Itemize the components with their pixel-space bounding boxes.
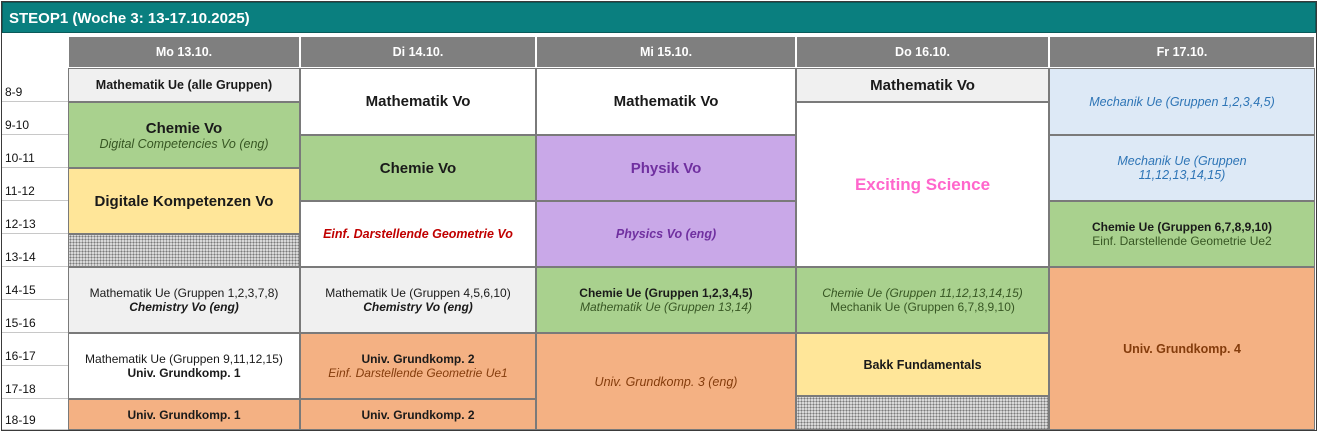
course-block — [300, 135, 536, 201]
course-title: Chemie Vo — [379, 159, 457, 177]
course-title: Chemie Ue (Gruppen 6,7,8,9,10) — [1091, 220, 1273, 234]
course-title: Mathematik Vo — [613, 93, 719, 110]
day-header-mon: Mo 13.10. — [68, 36, 300, 68]
course-block — [536, 333, 796, 430]
time-label: 11-12 — [2, 168, 68, 201]
course-subtitle: Einf. Darstellende Geometrie Ue2 — [1092, 234, 1272, 248]
course-block — [1049, 201, 1315, 267]
course-title: Mechanik Ue (Gruppen — [1117, 154, 1247, 168]
course-title: Bakk Fundamentals — [863, 357, 982, 372]
time-label: 12-13 — [2, 201, 68, 234]
course-block — [68, 168, 300, 234]
course-block — [68, 102, 300, 168]
course-title: Chemie Vo — [145, 119, 223, 137]
time-label: 16-17 — [2, 333, 68, 366]
time-label: 8-9 — [2, 68, 68, 102]
course-subtitle: Mechanik Ue (Gruppen 6,7,8,9,10) — [830, 300, 1015, 314]
course-block — [300, 267, 536, 333]
course-title: Exciting Science — [854, 174, 991, 194]
day-header-fri: Fr 17.10. — [1049, 36, 1315, 68]
day-header-tue: Di 14.10. — [300, 36, 536, 68]
course-subtitle: Mathematik Ue (Gruppen 13,14) — [579, 300, 753, 314]
course-block — [300, 68, 536, 135]
time-label: 10-11 — [2, 135, 68, 168]
course-title: Univ. Grundkomp. 4 — [1123, 341, 1241, 356]
course-title: Digitale Kompetenzen Vo — [94, 192, 274, 210]
empty-slot — [796, 396, 1049, 430]
time-label: 13-14 — [2, 234, 68, 267]
course-block — [796, 68, 1049, 102]
course-title: Univ. Grundkomp. 2 — [361, 352, 475, 366]
course-block — [300, 399, 536, 430]
course-title: Mathematik Ue (Gruppen 1,2,3,7,8) — [89, 286, 279, 300]
course-title: Mathematik Ue (alle Gruppen) — [95, 78, 273, 92]
time-label: 17-18 — [2, 366, 68, 399]
course-title: Physik Vo — [630, 159, 702, 177]
course-block — [536, 68, 796, 135]
course-title: Mechanik Ue (Gruppen 1,2,3,4,5) — [1089, 94, 1275, 109]
course-block — [1049, 135, 1315, 201]
course-title: Mathematik Ue (Gruppen 9,11,12,15) — [85, 352, 283, 366]
course-title: Univ. Grundkomp. 2 — [361, 407, 475, 422]
course-subtitle: Univ. Grundkomp. 1 — [127, 366, 241, 380]
course-title: Mathematik Vo — [870, 76, 975, 94]
course-block — [300, 333, 536, 399]
day-header-wed: Mi 15.10. — [536, 36, 796, 68]
course-block — [68, 267, 300, 333]
course-title: Chemie Ue (Gruppen 11,12,13,14,15) — [822, 286, 1023, 300]
time-label: 9-10 — [2, 102, 68, 135]
schedule-title: STEOP1 (Woche 3: 13-17.10.2025) — [2, 2, 1316, 33]
course-subtitle: 11,12,13,14,15) — [1138, 168, 1226, 182]
course-subtitle: Chemistry Vo (eng) — [363, 300, 473, 314]
course-block — [1049, 68, 1315, 135]
course-block — [536, 201, 796, 267]
course-subtitle: Einf. Darstellende Geometrie Ue1 — [328, 366, 508, 380]
course-block — [68, 399, 300, 430]
time-label: 14-15 — [2, 267, 68, 300]
course-block — [796, 102, 1049, 267]
course-title: Mathematik Ue (Gruppen 4,5,6,10) — [325, 286, 511, 300]
course-block — [536, 135, 796, 201]
course-block — [300, 201, 536, 267]
course-block — [796, 333, 1049, 396]
time-label: 18-19 — [2, 399, 68, 430]
course-title: Physics Vo (eng) — [615, 227, 717, 241]
course-block — [68, 68, 300, 102]
course-block — [796, 267, 1049, 333]
course-title: Chemie Ue (Gruppen 1,2,3,4,5) — [579, 286, 753, 300]
course-title: Univ. Grundkomp. 3 (eng) — [594, 374, 738, 389]
course-block — [536, 267, 796, 333]
course-title: Mathematik Vo — [365, 93, 471, 110]
course-block — [1049, 267, 1315, 430]
empty-slot — [68, 234, 300, 267]
day-header-thu: Do 16.10. — [796, 36, 1049, 68]
course-subtitle: Digital Competencies Vo (eng) — [99, 136, 269, 151]
course-title: Einf. Darstellende Geometrie Vo — [323, 227, 513, 241]
course-subtitle: Chemistry Vo (eng) — [129, 300, 239, 314]
time-label: 15-16 — [2, 300, 68, 333]
course-title: Univ. Grundkomp. 1 — [127, 407, 241, 422]
course-block — [68, 333, 300, 399]
